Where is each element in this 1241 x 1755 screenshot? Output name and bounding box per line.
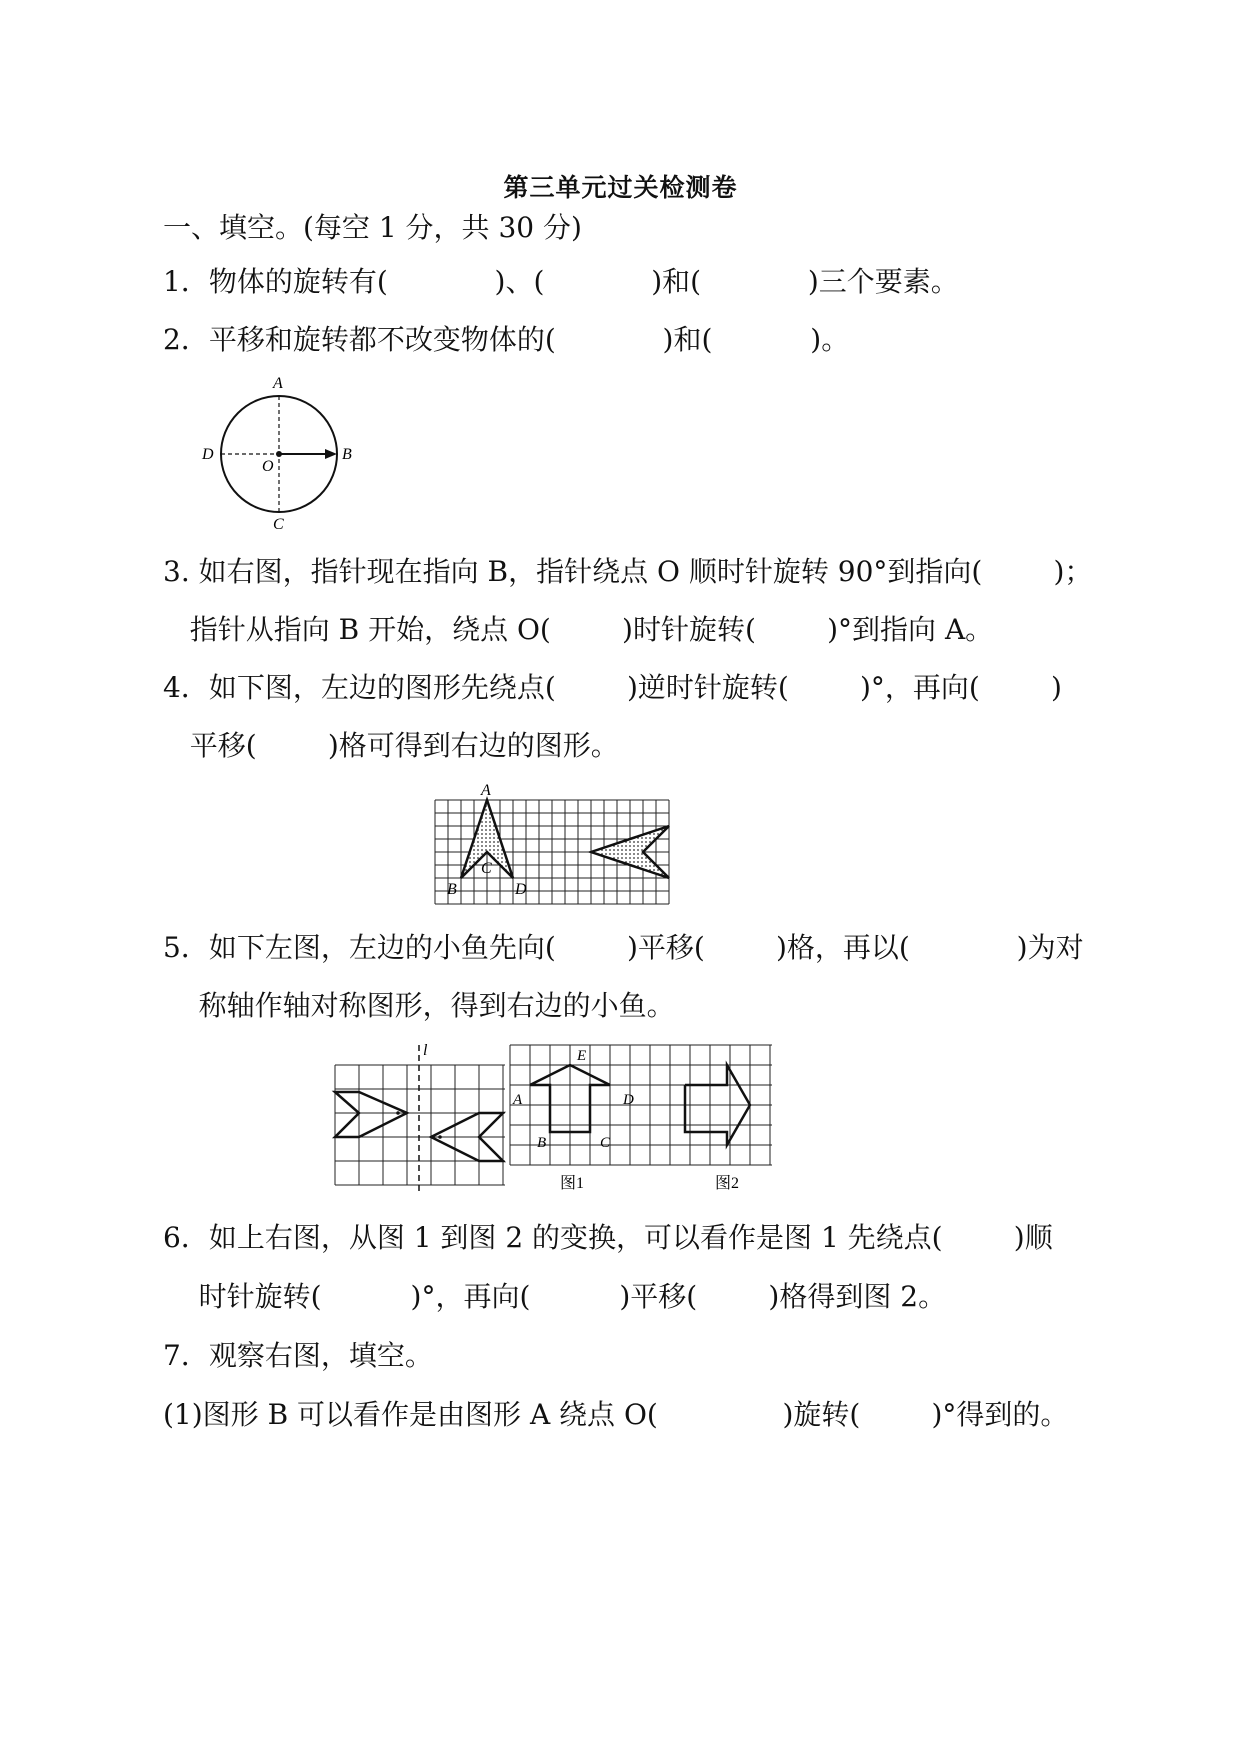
page-title: 第三单元过关检测卷 bbox=[503, 173, 738, 202]
question-1: 1．物体的旋转有( )、( )和( )三个要素。 bbox=[163, 265, 959, 298]
question-3-line-1: 3. 如右图，指针现在指向 B，指针绕点 O 顺时针旋转 90°到指向( )； bbox=[163, 555, 1093, 588]
transform-label-d: D bbox=[623, 1092, 634, 1108]
arrow-grid-figure bbox=[420, 780, 680, 910]
question-6-line-1: 6．如上右图，从图 1 到图 2 的变换，可以看作是图 1 先绕点( )顺 bbox=[163, 1221, 1053, 1254]
question-5-line-1: 5．如下左图，左边的小鱼先向( )平移( )格，再以( )为对 bbox=[163, 931, 1084, 964]
question-5-line-2: 称轴作轴对称图形，得到右边的小鱼。 bbox=[163, 989, 675, 1022]
arrow-label-a: A bbox=[481, 782, 491, 799]
transform-label-a: A bbox=[513, 1092, 523, 1108]
label-b: B bbox=[342, 446, 352, 463]
transform-label-b: B bbox=[537, 1135, 547, 1151]
caption-figure-2: 图2 bbox=[715, 1175, 740, 1192]
question-4-line-1: 4．如下图，左边的图形先绕点( )逆时针旋转( )°，再向( ) bbox=[163, 671, 1062, 704]
label-o: O bbox=[262, 458, 274, 475]
question-4-line-2: 平移( )格可得到右边的图形。 bbox=[163, 729, 619, 762]
arrow-label-b: B bbox=[447, 881, 457, 898]
arrow-label-c: C bbox=[481, 860, 492, 877]
label-d: D bbox=[202, 446, 214, 463]
circle-pointer-figure bbox=[196, 372, 366, 537]
section-heading: 一、填空。(每空 1 分，共 30 分) bbox=[163, 211, 582, 244]
question-3-line-2: 指针从指向 B 开始，绕点 O( )时针旋转( )°到指向 A。 bbox=[163, 613, 994, 646]
transform-label-e: E bbox=[577, 1048, 587, 1064]
label-a: A bbox=[273, 375, 283, 392]
question-7-heading: 7．观察右图，填空。 bbox=[163, 1339, 433, 1372]
question-7-part-1: (1)图形 B 可以看作是由图形 A 绕点 O( )旋转( )°得到的。 bbox=[163, 1398, 1069, 1431]
caption-figure-1: 图1 bbox=[560, 1175, 585, 1192]
arrow-label-d: D bbox=[515, 881, 527, 898]
question-6-line-2: 时针旋转( )°，再向( )平移( )格得到图 2。 bbox=[163, 1280, 947, 1313]
label-c: C bbox=[273, 516, 284, 533]
axis-label-l: l bbox=[423, 1042, 428, 1059]
question-2: 2．平移和旋转都不改变物体的( )和( )。 bbox=[163, 323, 850, 356]
transform-grid-figure bbox=[505, 1040, 780, 1200]
fish-axis-figure bbox=[330, 1040, 510, 1200]
transform-label-c: C bbox=[600, 1135, 611, 1151]
